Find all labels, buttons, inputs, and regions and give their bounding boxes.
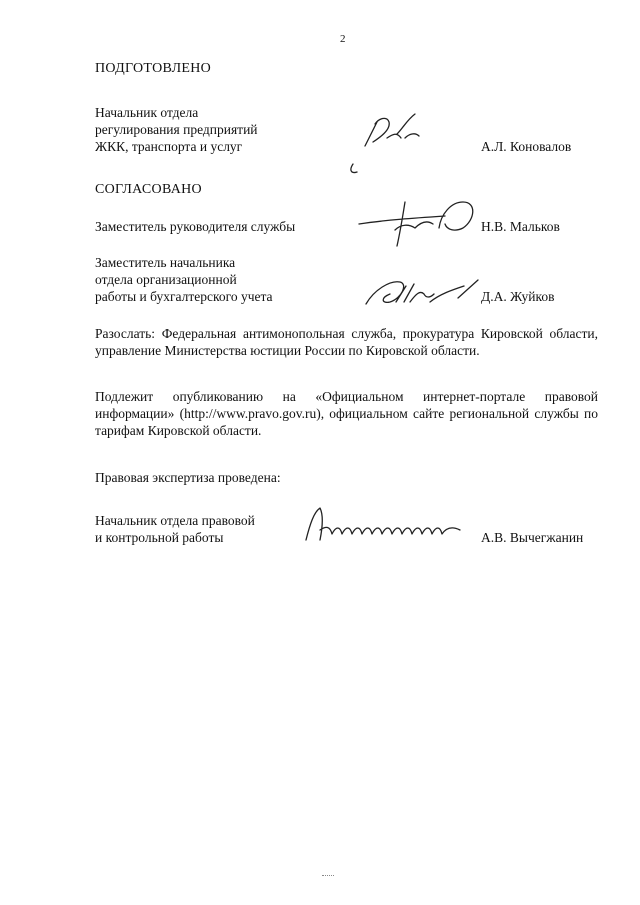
agreed-signer-1-position: Заместитель руководителя службы [95, 219, 296, 234]
page-number: 2 [340, 33, 346, 45]
signature-vychegzhanin [300, 500, 475, 550]
agreed-signer-2-name: Д.А. Жуйков [481, 289, 555, 304]
legal-review-position-line-2: и контрольной работы [95, 530, 224, 545]
agreed-signer-1-name: Н.В. Мальков [481, 219, 560, 234]
agreed-signer-2-position-line-2: отдела организационной [95, 272, 237, 287]
prepared-position-line-3: ЖКК, транспорта и услуг [95, 139, 243, 154]
scan-artifact [322, 875, 334, 878]
signature-konovalov [345, 108, 445, 178]
prepared-heading: ПОДГОТОВЛЕНО [95, 61, 212, 76]
legal-review-signer-name: А.В. Вычегжанин [481, 530, 584, 545]
prepared-signer-name: А.Л. Коновалов [481, 139, 572, 154]
distribution-paragraph: Разослать: Федеральная антимонопольная служба, прокуратура Кировской области, управление Министерства юстиции России по Кировской области. [95, 326, 598, 358]
signature-malkov [355, 194, 485, 254]
prepared-position-line-1: Начальник отдела [95, 105, 199, 120]
legal-review-statement: Правовая экспертиза проведена: [95, 470, 281, 485]
legal-review-position-line-1: Начальник отдела правовой [95, 513, 255, 528]
agreed-signer-2-position-line-3: работы и бухгалтерского учета [95, 289, 273, 304]
signature-zhuykov [360, 268, 485, 318]
prepared-position-line-2: регулирования предприятий [95, 122, 258, 137]
publication-paragraph: Подлежит опубликованию на «Официальном интернет-портале правовой информации» (http://www.pravo.gov.ru), официальном сайте региональной службы по тарифам Кировской области. [95, 389, 598, 438]
agreed-heading: СОГЛАСОВАНО [95, 182, 202, 197]
agreed-signer-2-position-line-1: Заместитель начальника [95, 255, 236, 270]
